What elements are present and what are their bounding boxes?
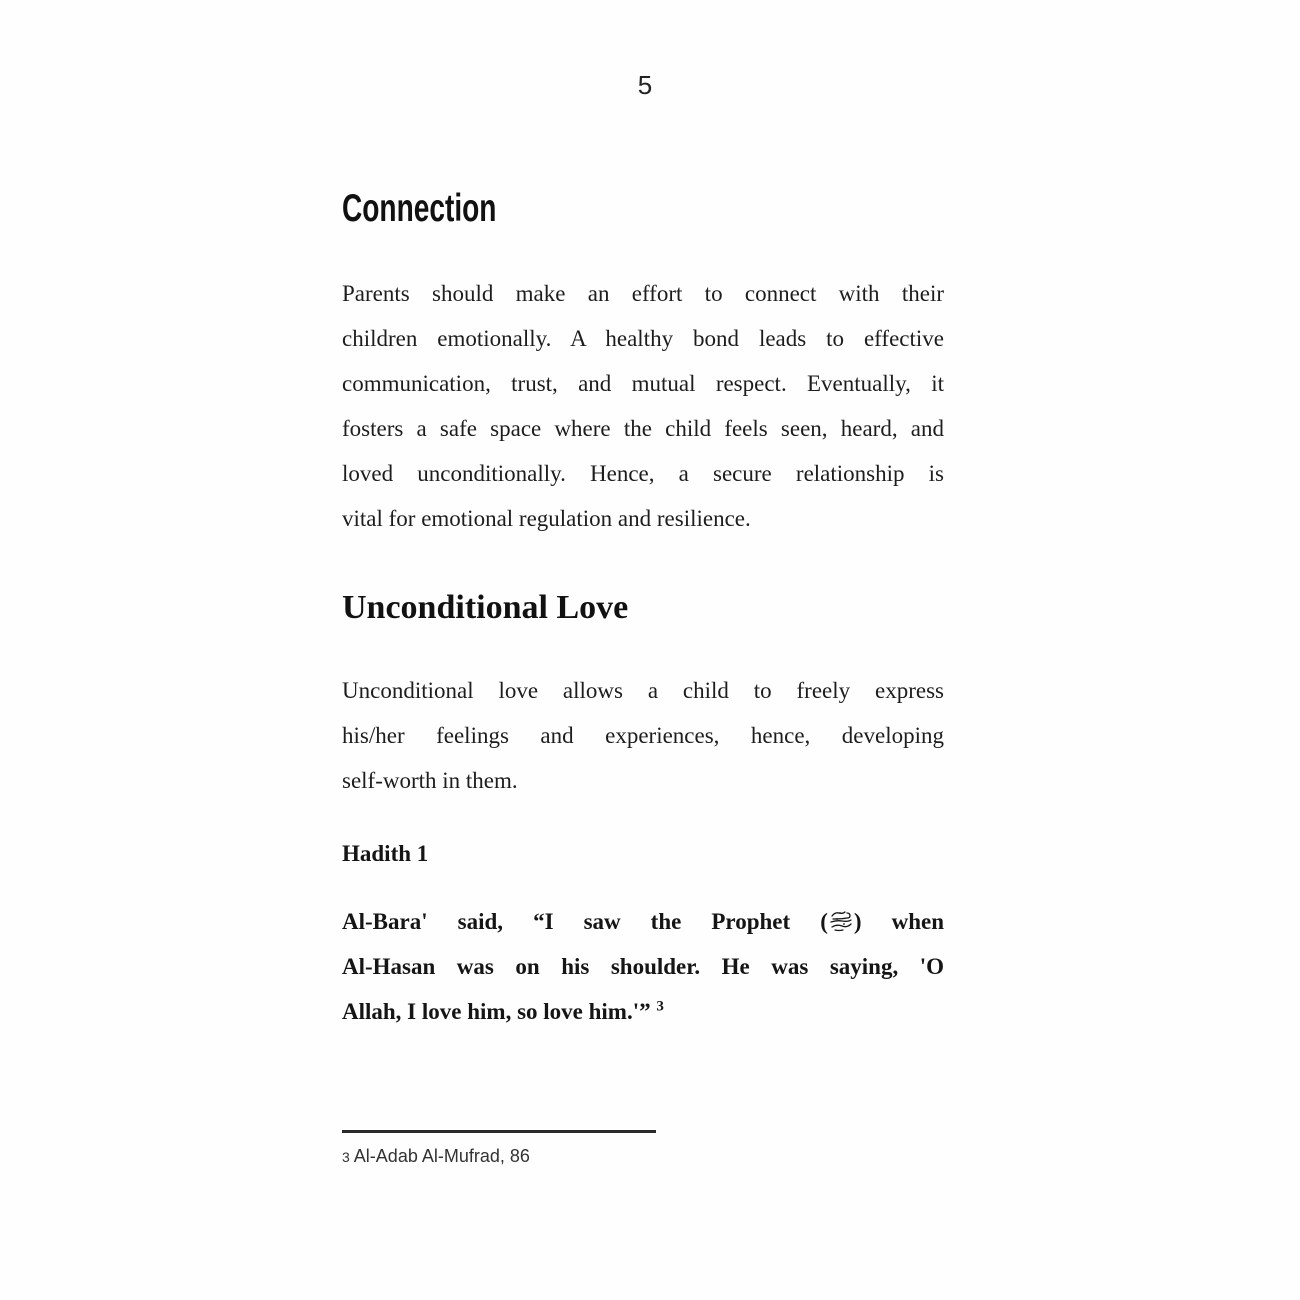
text-line: self-worth in them. — [342, 768, 518, 793]
text-line: loved unconditionally. Hence, a secure relationship is — [342, 461, 944, 486]
text-line — [342, 899, 944, 944]
hadith-line3-text: Allah, I love him, so love him.'” — [342, 999, 657, 1024]
text-line: children emotionally. A healthy bond leads to effective — [342, 326, 944, 351]
footnote-reference: 3 — [656, 998, 664, 1015]
text-line: Unconditional love allows a child to freely express — [342, 678, 944, 703]
connection-heading-text: Connection — [342, 187, 497, 230]
page-number: 5 — [637, 70, 653, 100]
footnote-separator-rule — [342, 1130, 656, 1133]
footnote — [342, 1142, 944, 1171]
text-line: vital for emotional regulation and resilience. — [342, 506, 751, 531]
sallallahu-alayhi-wasallam-icon — [828, 910, 854, 932]
text-line: Al-Hasan was on his shoulder. He was saying, 'O — [342, 954, 944, 979]
unconditional-love-heading: Unconditional Love — [342, 589, 629, 626]
footnote-marker: 3 — [342, 1149, 350, 1165]
connection-paragraph — [342, 271, 944, 541]
unconditional-love-paragraph — [342, 668, 944, 803]
text-line: communication, trust, and mutual respect. Eventually, it — [342, 371, 944, 396]
hadith-quote-paragraph — [342, 899, 944, 1034]
text-line: Parents should make an effort to connect with their — [342, 281, 944, 306]
hadith-line1-after: ) when — [853, 909, 944, 934]
footnote-text: Al-Adab Al-Mufrad, 86 — [349, 1146, 530, 1166]
hadith-label: Hadith 1 — [342, 841, 429, 866]
hadith-line1-before: Al-Bara' said, “I saw the Prophet ( — [342, 909, 828, 934]
text-line — [342, 989, 944, 1034]
connection-heading — [342, 189, 556, 228]
text-line: fosters a safe space where the child feels seen, heard, and — [342, 416, 944, 441]
text-line: his/her feelings and experiences, hence, developing — [342, 723, 944, 748]
